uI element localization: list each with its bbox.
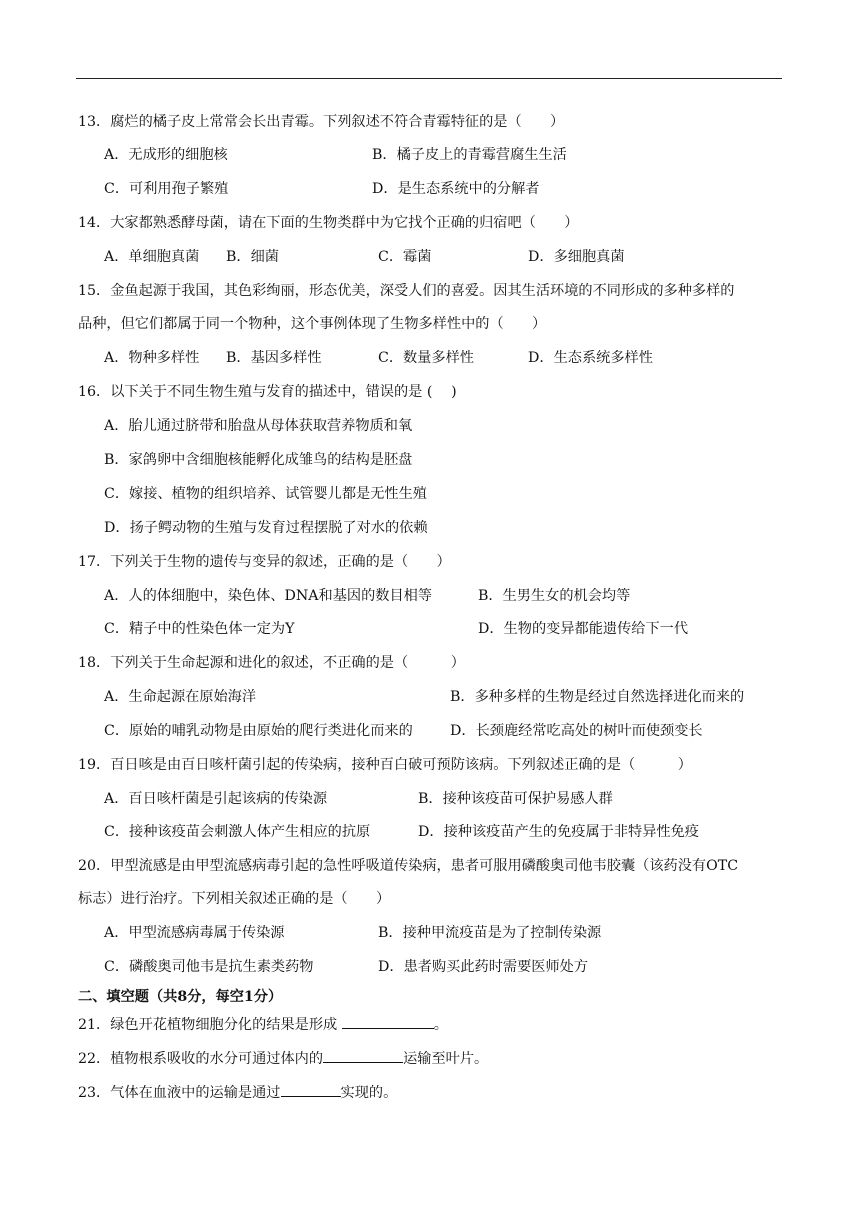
q15-option-d: D．生态系统多样性	[528, 350, 653, 366]
q19-option-b: B．接种该疫苗可保护易感人群	[418, 791, 613, 807]
q22-suffix: 运输至叶片。	[403, 1051, 489, 1067]
q20-option-d: D．患者购买此药时需要医师处方	[378, 959, 589, 975]
q14-option-b: B．细菌	[226, 249, 279, 265]
question-20-stem-line2: 标志）进行治疗。下列相关叙述正确的是（ ）	[78, 891, 391, 907]
q16-option-d: D．扬子鳄动物的生殖与发育过程摆脱了对水的依赖	[104, 520, 428, 536]
q21-suffix: 。	[433, 1017, 448, 1033]
question-17-stem: 17．下列关于生物的遗传与变异的叙述，正确的是（ ）	[78, 554, 451, 570]
q22-text: 22．植物根系吸收的水分可通过体内的	[78, 1051, 324, 1067]
q15-option-b: B．基因多样性	[226, 350, 322, 366]
q17-option-a: A．人的体细胞中，染色体、DNA和基因的数目相等	[104, 588, 433, 604]
q13-option-b: B．橘子皮上的青霉营腐生生活	[372, 147, 567, 163]
header-rule	[76, 78, 782, 79]
q19-option-d: D．接种该疫苗产生的免疫属于非特异性免疫	[418, 824, 699, 840]
q18-option-b: B．多种多样的生物是经过自然选择进化而来的	[450, 689, 745, 705]
q18-option-d: D．长颈鹿经常吃高处的树叶而使颈变长	[450, 723, 703, 739]
q15-option-c: C．数量多样性	[378, 350, 474, 366]
question-21	[78, 1014, 448, 1034]
question-23	[78, 1082, 397, 1102]
q23-blank	[281, 1082, 341, 1097]
q20-option-a: A．甲型流感病毒属于传染源	[104, 925, 285, 941]
question-15-stem-line1: 15．金鱼起源于我国，其色彩绚丽，形态优美，深受人们的喜爱。因其生活环境的不同形成的多种多样的	[78, 283, 735, 299]
question-18-stem: 18．下列关于生命起源和进化的叙述，不正确的是（ ）	[78, 655, 465, 671]
q20-option-b: B．接种甲流疫苗是为了控制传染源	[378, 925, 602, 941]
q19-option-c: C．接种该疫苗会刺激人体产生相应的抗原	[104, 824, 371, 840]
question-19-stem: 19．百日咳是由百日咳杆菌引起的传染病，接种百白破可预防该病。下列叙述正确的是（ ）	[78, 757, 692, 773]
question-14-stem: 14．大家都熟悉酵母菌，请在下面的生物类群中为它找个正确的归宿吧（ ）	[78, 215, 579, 231]
q14-option-d: D．多细胞真菌	[528, 249, 625, 265]
q18-option-c: C．原始的哺乳动物是由原始的爬行类进化而来的	[104, 723, 413, 739]
q20-option-c: C．磷酸奥司他韦是抗生素类药物	[104, 959, 314, 975]
q17-option-d: D．生物的变异都能遗传给下一代	[478, 621, 689, 637]
q16-option-a: A．胎儿通过脐带和胎盘从母体获取营养物质和氧	[104, 418, 413, 434]
question-22	[78, 1048, 488, 1068]
q19-option-a: A．百日咳杆菌是引起该病的传染源	[104, 791, 328, 807]
section-2-title: 二、填空题（共8分，每空1分）	[78, 989, 283, 1005]
q21-blank	[342, 1014, 434, 1029]
question-16-stem: 16．以下关于不同生物生殖与发育的描述中，错误的是 ( )	[78, 384, 457, 400]
q14-option-a: A．单细胞真菌	[104, 249, 200, 265]
question-15-stem-line2: 品种，但它们都属于同一个物种，这个事例体现了生物多样性中的（ ）	[78, 316, 547, 332]
q17-option-b: B．生男生女的机会均等	[478, 588, 631, 604]
q18-option-a: A．生命起源在原始海洋	[104, 689, 257, 705]
q23-suffix: 实现的。	[340, 1085, 398, 1101]
q14-option-c: C．霉菌	[378, 249, 432, 265]
q16-option-b: B．家鸽卵中含细胞核能孵化成雏鸟的结构是胚盘	[104, 452, 413, 468]
q23-text: 23．气体在血液中的运输是通过	[78, 1085, 281, 1101]
question-13-stem: 13．腐烂的橘子皮上常常会长出青霉。下列叙述不符合青霉特征的是（ ）	[78, 114, 565, 130]
q17-option-c: C．精子中的性染色体一定为Y	[104, 621, 295, 637]
q22-blank	[323, 1048, 403, 1063]
q16-option-c: C．嫁接、植物的组织培养、试管婴儿都是无性生殖	[104, 486, 427, 502]
q13-option-a: A．无成形的细胞核	[104, 147, 228, 163]
q21-text: 21．绿色开花植物细胞分化的结果是形成	[78, 1017, 342, 1033]
q13-option-d: D．是生态系统中的分解者	[372, 181, 540, 197]
q13-option-c: C．可利用孢子繁殖	[104, 181, 229, 197]
question-20-stem-line1: 20．甲型流感是由甲型流感病毒引起的急性呼吸道传染病，患者可服用磷酸奥司他韦胶囊（该药没有OTC	[78, 858, 739, 874]
q15-option-a: A．物种多样性	[104, 350, 200, 366]
